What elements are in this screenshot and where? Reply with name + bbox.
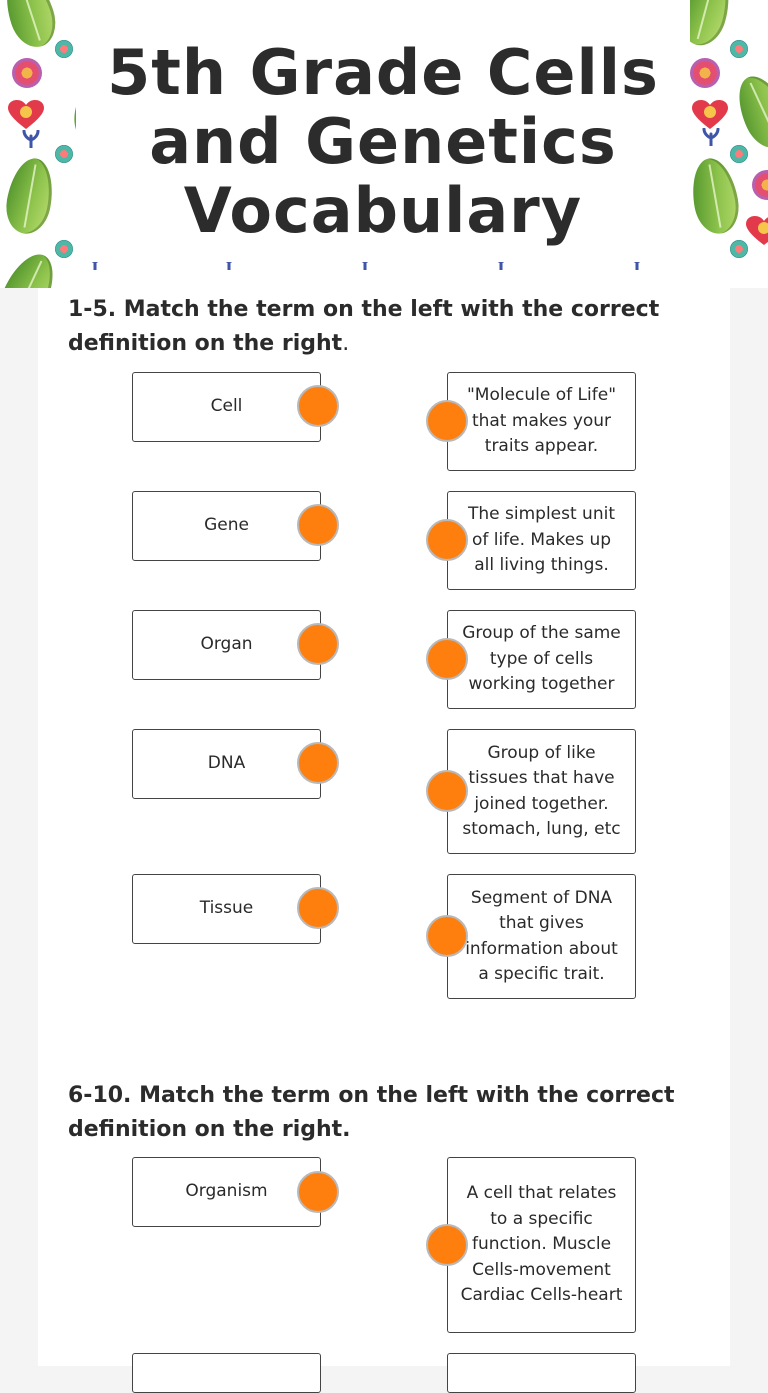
leaf-icon xyxy=(728,68,768,155)
term-match-handle[interactable] xyxy=(297,887,339,929)
term-label: DNA xyxy=(207,753,246,774)
term-label: Organism xyxy=(185,1181,268,1202)
rosette-icon xyxy=(55,145,73,163)
question-heading-text: 1-5. Match the term on the left with the correct definition on the right xyxy=(68,297,660,356)
rosette-icon xyxy=(55,40,73,58)
definition-box[interactable] xyxy=(447,729,636,854)
flower-icon xyxy=(12,58,42,88)
page-title: 5th Grade Cells and Genetics Vocabulary xyxy=(107,36,659,247)
flower-icon xyxy=(690,58,720,88)
rosette-icon xyxy=(730,145,748,163)
definition-text: A cell that relates to a specific function. Muscle Cells-movement Cardiac Cells-heart xyxy=(460,1183,623,1306)
definition-match-handle[interactable] xyxy=(426,915,468,957)
heart-flower-icon xyxy=(746,216,768,246)
definition-match-handle[interactable] xyxy=(426,400,468,442)
blue-sprig-icon xyxy=(700,128,722,146)
definition-box[interactable] xyxy=(447,1157,636,1333)
definition-match-handle[interactable] xyxy=(426,770,468,812)
question-heading-suffix: . xyxy=(342,331,350,356)
title-panel xyxy=(76,0,690,262)
term-label: Cell xyxy=(210,396,243,417)
flower-icon xyxy=(752,170,768,200)
term-box-cell[interactable] xyxy=(132,372,321,442)
definition-text: "Molecule of Life" that makes your traits appear. xyxy=(466,385,617,457)
leaf-icon xyxy=(0,246,64,288)
term-match-handle[interactable] xyxy=(297,742,339,784)
leaf-icon xyxy=(0,0,63,53)
definition-text: Group of the same type of cells working together xyxy=(462,623,621,695)
definition-box[interactable] xyxy=(447,372,636,471)
definition-box[interactable] xyxy=(447,874,636,999)
heart-flower-icon xyxy=(692,100,728,130)
term-box-organism[interactable] xyxy=(132,1157,321,1227)
decorative-banner xyxy=(0,0,768,288)
term-label: Tissue xyxy=(199,898,254,919)
leaf-icon xyxy=(687,155,744,237)
term-match-handle[interactable] xyxy=(297,623,339,665)
term-box-gene[interactable] xyxy=(132,491,321,561)
term-box-organ[interactable] xyxy=(132,610,321,680)
definition-match-handle[interactable] xyxy=(426,638,468,680)
rosette-icon xyxy=(730,240,748,258)
term-label: Gene xyxy=(204,515,249,536)
definition-box-partial[interactable] xyxy=(447,1353,636,1393)
definition-text: Group of like tissues that have joined together. stomach, lung, etc xyxy=(462,742,621,839)
term-box-partial[interactable] xyxy=(132,1353,321,1393)
definition-match-handle[interactable] xyxy=(426,1224,468,1266)
term-match-handle[interactable] xyxy=(297,504,339,546)
rosette-icon xyxy=(730,40,748,58)
definition-box[interactable] xyxy=(447,610,636,709)
term-box-tissue[interactable] xyxy=(132,874,321,944)
definition-box[interactable] xyxy=(447,491,636,590)
definition-text: Segment of DNA that gives information about a specific trait. xyxy=(465,887,618,984)
definition-text: The simplest unit of life. Makes up all living things. xyxy=(468,504,615,576)
term-label: Organ xyxy=(200,634,253,655)
term-match-handle[interactable] xyxy=(297,1171,339,1213)
question-heading-1-5 xyxy=(68,293,688,361)
blue-sprig-icon xyxy=(20,130,42,148)
term-match-handle[interactable] xyxy=(297,385,339,427)
term-box-dna[interactable] xyxy=(132,729,321,799)
definition-match-handle[interactable] xyxy=(426,519,468,561)
leaf-icon xyxy=(2,155,59,237)
rosette-icon xyxy=(55,240,73,258)
question-heading-6-10: 6-10. Match the term on the left with the correct definition on the right. xyxy=(68,1083,675,1142)
worksheet xyxy=(38,288,730,1366)
heart-flower-icon xyxy=(8,100,44,130)
